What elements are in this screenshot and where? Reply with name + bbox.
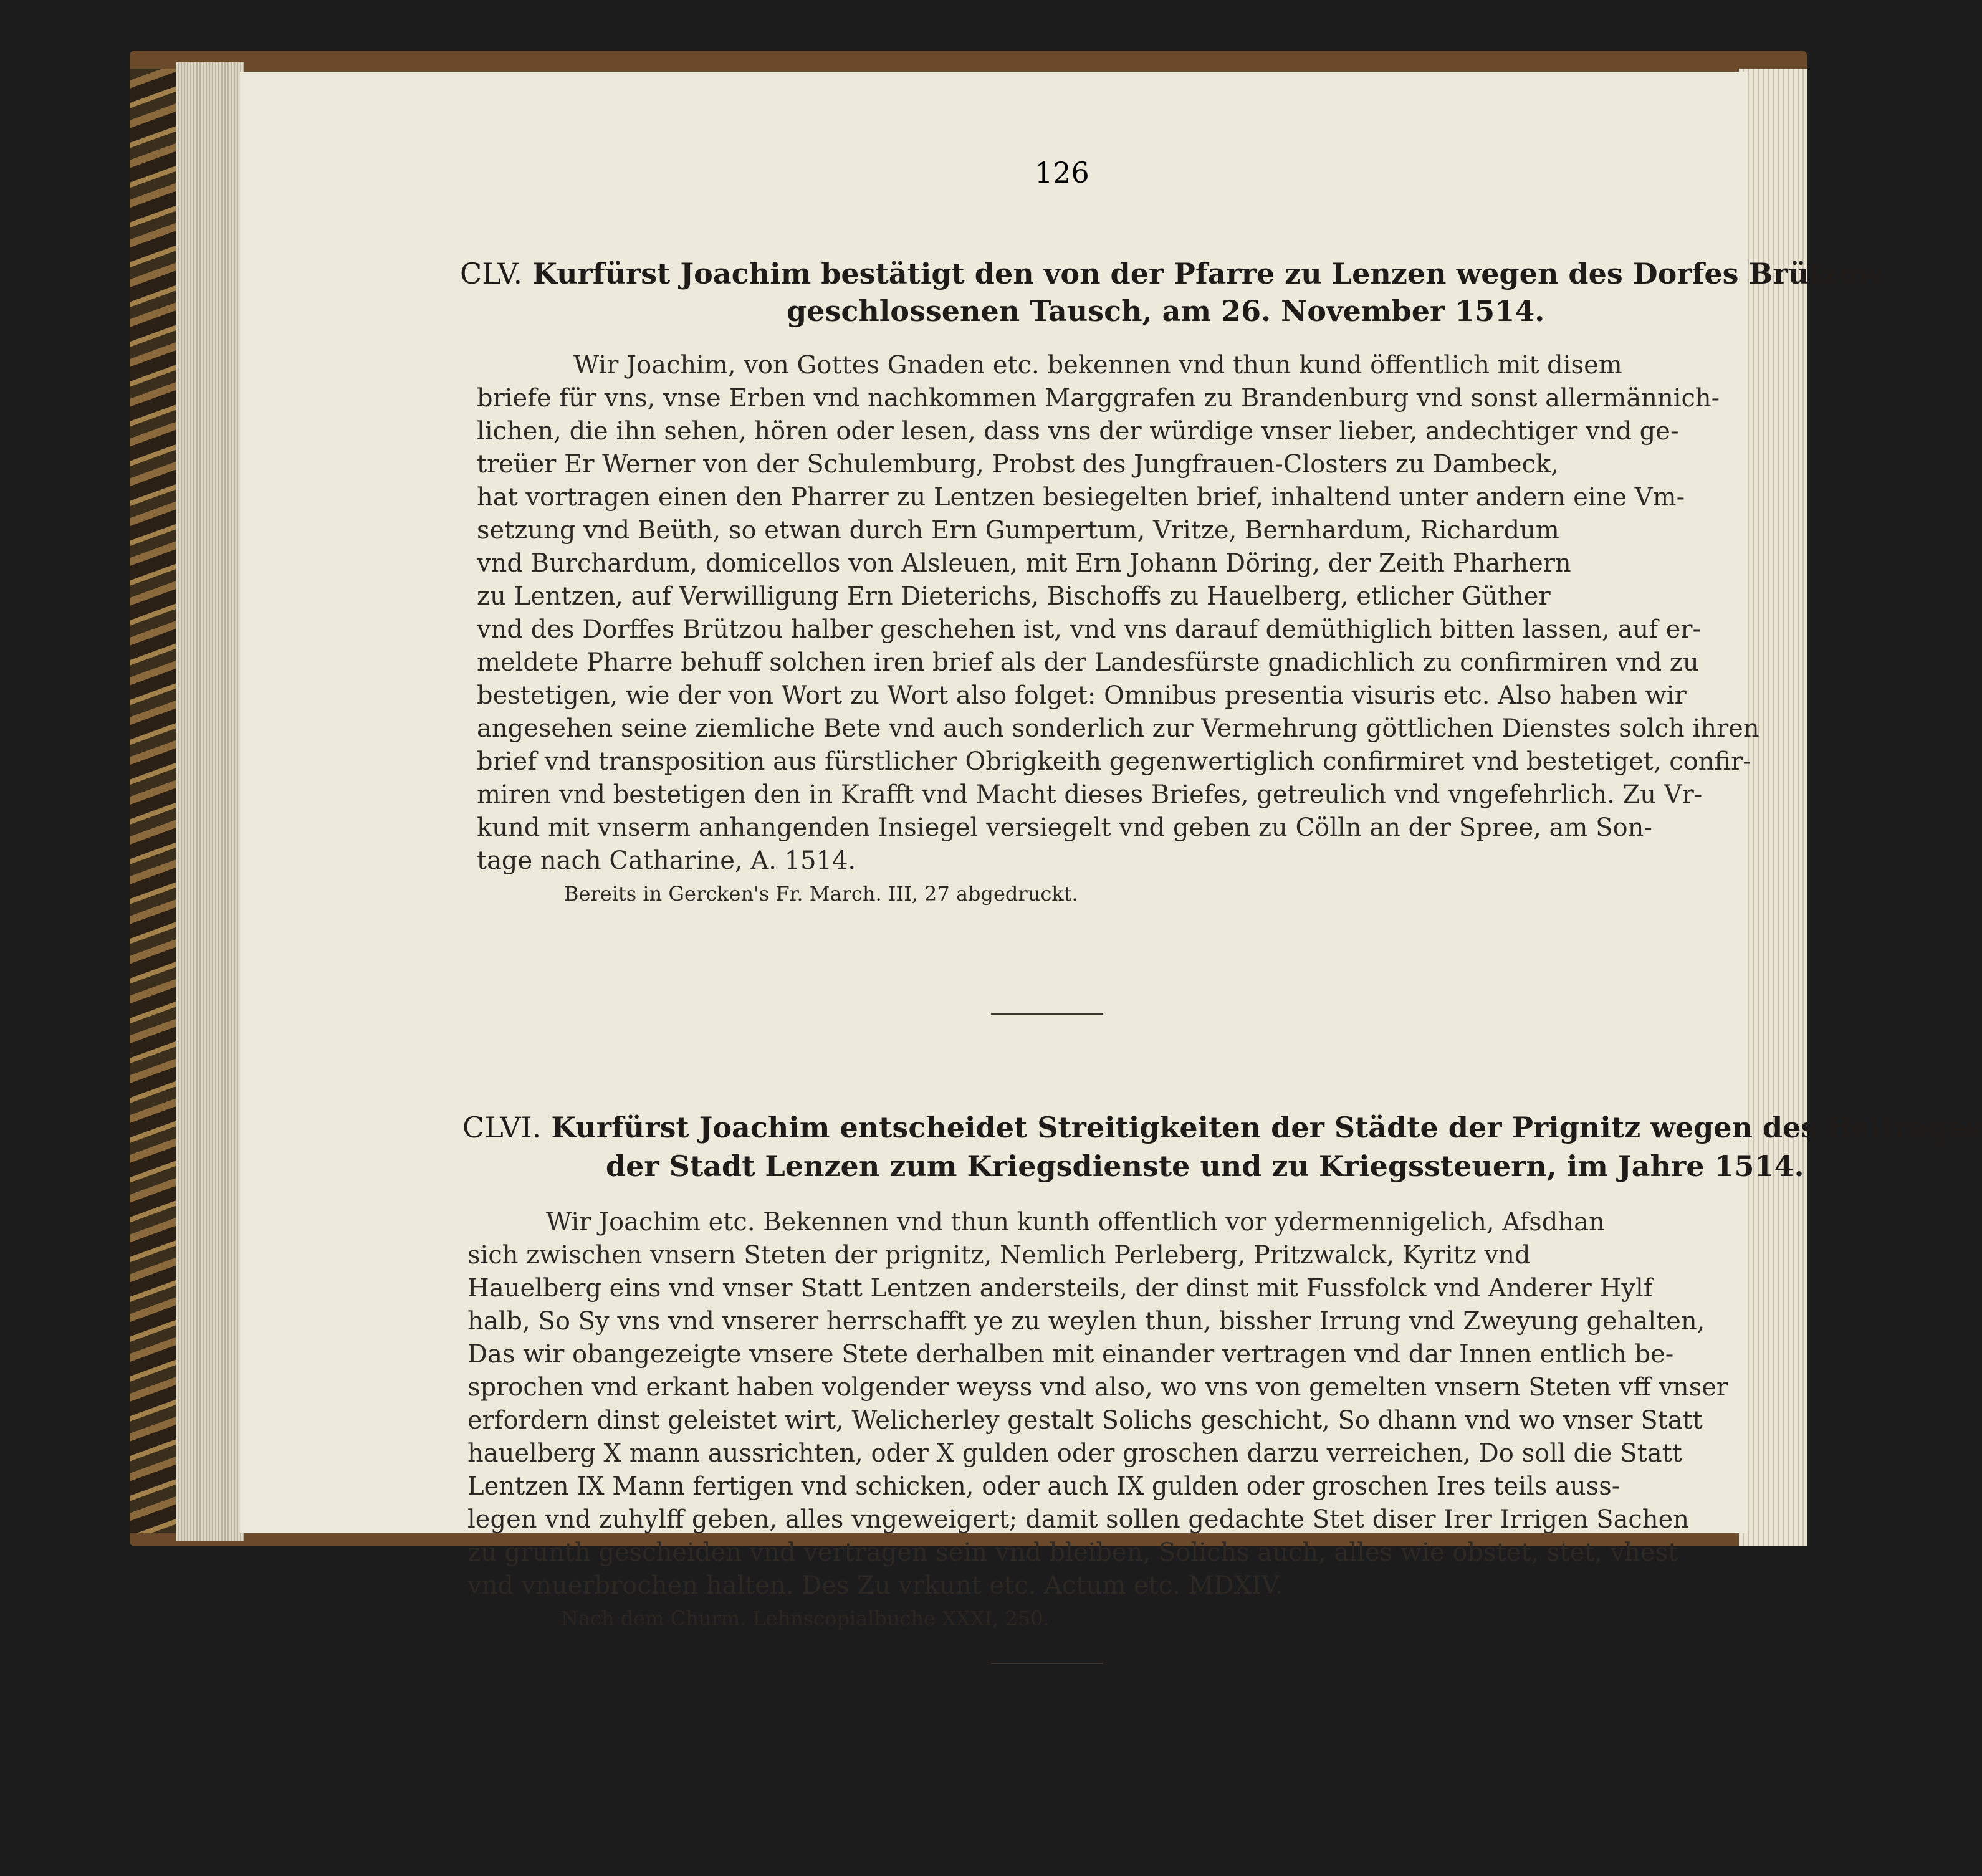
- section-numeral: CLVI.: [462, 1111, 542, 1144]
- source-note: Nach dem Churm. Lehnscopialbuche XXXI, 250.: [561, 1607, 1050, 1630]
- text-line: erfordern dinst geleistet wirt, Welicherley gestalt Solichs geschicht, So dhann vnd wo vnser Statt: [467, 1406, 1703, 1435]
- text-line: Wir Joachim, von Gottes Gnaden etc. bekennen vnd thun kund öffentlich mit disem: [573, 351, 1622, 380]
- text-line: lichen, die ihn sehen, hören oder lesen, dass vns der würdige vnser lieber, andechtiger vnd ge-: [477, 417, 1679, 446]
- section-heading-line-1: [460, 256, 1882, 292]
- text-line: Wir Joachim etc. Bekennen vnd thun kunth offentlich vor ydermennigelich, Afsdhan: [546, 1208, 1605, 1237]
- section-numeral: CLV.: [460, 257, 523, 290]
- text-line: briefe für vns, vnse Erben vnd nachkommen Marggrafen zu Brandenburg vnd sonst allermännich-: [477, 384, 1720, 413]
- section-title: Kurfürst Joachim bestätigt den von der Pfarre zu Lenzen wegen des Dorfes Brützow: [532, 257, 1882, 290]
- text-line: setzung vnd Beüth, so etwan durch Ern Gumpertum, Vritze, Bernhardum, Richardum: [477, 516, 1559, 545]
- section-heading-line-2: geschlossenen Tausch, am 26. November 1514.: [787, 294, 1545, 328]
- text-line: angesehen seine ziemliche Bete vnd auch sonderlich zur Vermehrung göttlichen Dienstes solch ihren: [477, 714, 1759, 743]
- text-line: meldete Pharre behuff solchen iren brief als der Landesfürste gnadichlich zu confirmiren vnd zu: [477, 648, 1699, 677]
- text-line: legen vnd zuhylff geben, alles vngeweigert; damit sollen gedachte Stet diser Irer Irrigen Sachen: [467, 1505, 1690, 1534]
- divider-rule: [991, 1013, 1103, 1015]
- text-line: miren vnd bestetigen den in Krafft vnd Macht dieses Briefes, getreulich vnd vngefehrlich. Zu Vr-: [477, 780, 1703, 809]
- text-line: Lentzen IX Mann fertigen vnd schicken, oder auch IX gulden oder groschen Ires teils auss-: [467, 1472, 1621, 1501]
- text-line: hauelberg X mann aussrichten, oder X gulden oder groschen darzu verreichen, Do soll die Statt: [467, 1439, 1682, 1468]
- text-line: vnd vnuerbrochen halten. Des Zu vrkunt etc. Actum etc. MDXIV.: [467, 1571, 1283, 1600]
- source-note: Bereits in Gercken's Fr. March. III, 27 abgedruckt.: [564, 882, 1078, 906]
- text-line: kund mit vnserm anhangenden Insiegel versiegelt vnd geben zu Cölln an der Spree, am Son-: [477, 813, 1652, 842]
- text-line: halb, So Sy vns vnd vnserer herrschafft ye zu weylen thun, bissher Irrung vnd Zweyung gehalten,: [467, 1307, 1705, 1336]
- text-line: Das wir obangezeigte vnsere Stete derhalben mit einander vertragen vnd dar Innen entlich be-: [467, 1340, 1674, 1369]
- text-line: brief vnd transposition aus fürstlicher Obrigkeith gegenwertiglich confirmiret vnd bestetiget, confir-: [477, 747, 1751, 776]
- section-heading-line-2: der Stadt Lenzen zum Kriegsdienste und zu Kriegssteuern, im Jahre 1514.: [606, 1149, 1804, 1183]
- text-line: hat vortragen einen den Pharrer zu Lentzen besiegelten brief, inhaltend unter andern eine Vm-: [477, 483, 1685, 512]
- divider-rule: [991, 1663, 1103, 1664]
- section-title: Kurfürst Joachim entscheidet Streitigkeiten der Städte der Prignitz wegen des Beitrages: [551, 1111, 1982, 1144]
- text-line: bestetigen, wie der von Wort zu Wort also folget: Omnibus presentia visuris etc. Also haben wir: [477, 681, 1687, 710]
- text-line: tage nach Catharine, A. 1514.: [477, 846, 856, 875]
- text-line: Hauelberg eins vnd vnser Statt Lentzen andersteils, der dinst mit Fussfolck vnd Anderer Hylf: [467, 1274, 1653, 1303]
- text-line: treüer Er Werner von der Schulemburg, Probst des Jungfrauen-Closters zu Dambeck,: [477, 450, 1559, 479]
- text-line: zu grunth gescheiden vnd vertragen sein vnd bleiben, Solichs auch, alles wie obstet, stet, vhest: [467, 1538, 1678, 1567]
- text-line: zu Lentzen, auf Verwilligung Ern Dieterichs, Bischoffs zu Hauelberg, etlicher Güther: [477, 582, 1551, 611]
- section-heading-line-1: [462, 1109, 1982, 1146]
- text-line: sprochen vnd erkant haben volgender weyss vnd also, wo vns von gemelten vnsern Steten vff vnser: [467, 1373, 1729, 1402]
- text-line: sich zwischen vnsern Steten der prignitz, Nemlich Perleberg, Pritzwalck, Kyritz vnd: [467, 1241, 1531, 1270]
- text-line: vnd des Dorffes Brützou halber geschehen ist, vnd vns darauf demüthiglich bitten lassen, auf er-: [477, 615, 1702, 644]
- text-line: vnd Burchardum, domicellos von Alsleuen, mit Ern Johann Döring, der Zeith Pharhern: [477, 549, 1571, 578]
- page-stack-left: [176, 62, 244, 1541]
- page-number: 126: [1035, 156, 1089, 189]
